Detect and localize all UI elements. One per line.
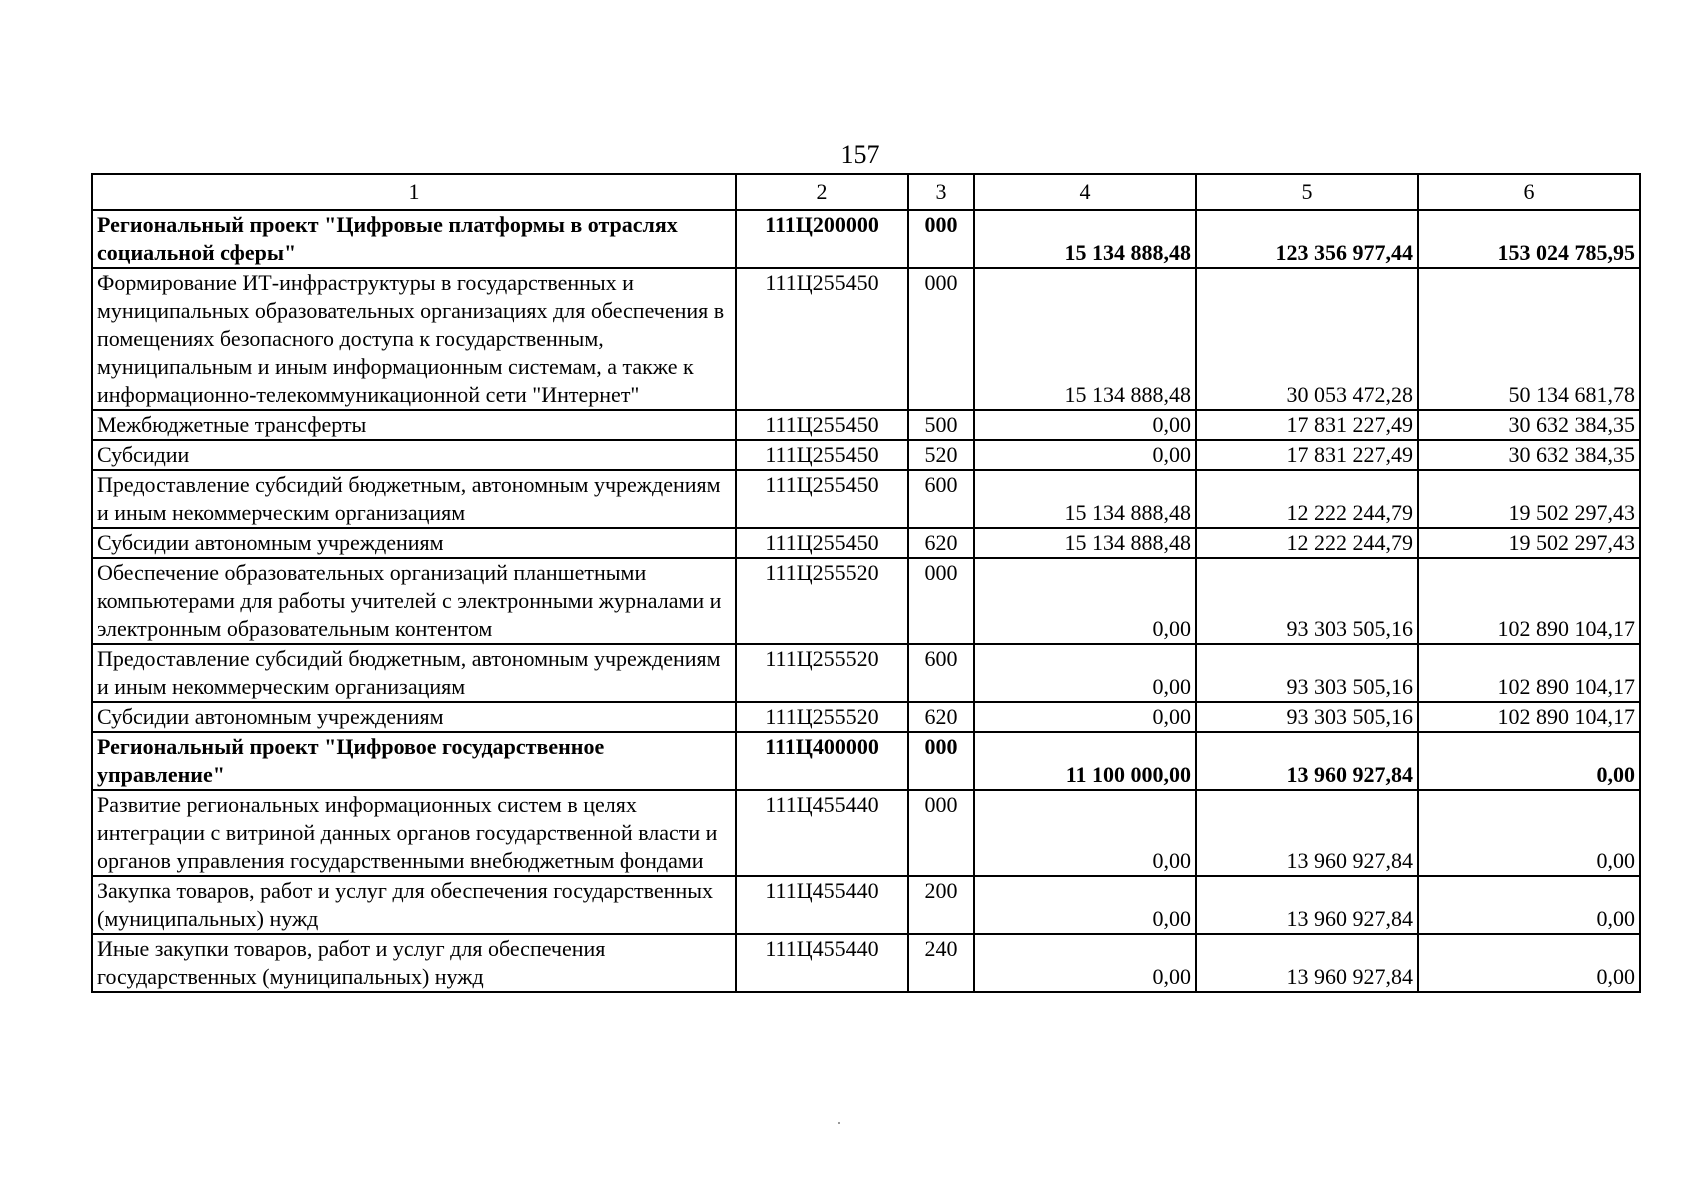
row-value-col6: 0,00 <box>1418 934 1640 992</box>
column-header-row <box>92 174 1640 210</box>
table-row <box>92 470 1640 528</box>
table-row <box>92 410 1640 440</box>
table-row <box>92 790 1640 876</box>
row-value-col5: 17 831 227,49 <box>1196 440 1418 470</box>
row-name-cell: Иные закупки товаров, работ и услуг для обеспечения государственных (муниципальных) нужд <box>92 934 736 992</box>
row-value-col4: 15 134 888,48 <box>974 268 1196 410</box>
row-code-cell: 111Ц255450 <box>736 410 908 440</box>
row-value-col5: 13 960 927,84 <box>1196 934 1418 992</box>
row-value-col6: 30 632 384,35 <box>1418 410 1640 440</box>
row-value-col4: 0,00 <box>974 702 1196 732</box>
row-type-cell: 000 <box>908 790 974 876</box>
row-type-cell: 240 <box>908 934 974 992</box>
budget-table-body <box>92 174 1640 992</box>
row-value-col6: 102 890 104,17 <box>1418 702 1640 732</box>
row-value-col6: 19 502 297,43 <box>1418 470 1640 528</box>
row-type-cell: 200 <box>908 876 974 934</box>
row-code-cell: 111Ц255450 <box>736 440 908 470</box>
row-name-cell: Субсидии <box>92 440 736 470</box>
row-type-cell: 000 <box>908 210 974 268</box>
table-row <box>92 644 1640 702</box>
row-code-cell: 111Ц400000 <box>736 732 908 790</box>
row-value-col6: 0,00 <box>1418 876 1640 934</box>
row-value-col5: 13 960 927,84 <box>1196 732 1418 790</box>
column-header-1: 1 <box>92 174 736 210</box>
row-value-col6: 102 890 104,17 <box>1418 558 1640 644</box>
table-row <box>92 934 1640 992</box>
row-value-col4: 0,00 <box>974 558 1196 644</box>
column-header-4: 4 <box>974 174 1196 210</box>
row-value-col5: 93 303 505,16 <box>1196 558 1418 644</box>
row-value-col5: 12 222 244,79 <box>1196 470 1418 528</box>
row-value-col4: 0,00 <box>974 644 1196 702</box>
table-row <box>92 440 1640 470</box>
row-value-col4: 0,00 <box>974 934 1196 992</box>
row-type-cell: 620 <box>908 702 974 732</box>
row-code-cell: 111Ц255450 <box>736 470 908 528</box>
row-code-cell: 111Ц455440 <box>736 790 908 876</box>
row-value-col6: 153 024 785,95 <box>1418 210 1640 268</box>
scan-speck <box>838 1122 840 1124</box>
row-code-cell: 111Ц255520 <box>736 702 908 732</box>
row-value-col4: 0,00 <box>974 410 1196 440</box>
row-code-cell: 111Ц255520 <box>736 558 908 644</box>
row-value-col6: 0,00 <box>1418 790 1640 876</box>
table-row <box>92 558 1640 644</box>
table-row <box>92 210 1640 268</box>
table-row <box>92 876 1640 934</box>
table-row <box>92 732 1640 790</box>
row-value-col4: 15 134 888,48 <box>974 470 1196 528</box>
row-value-col4: 15 134 888,48 <box>974 528 1196 558</box>
table-row <box>92 702 1640 732</box>
page-number: 157 <box>840 140 880 169</box>
row-code-cell: 111Ц455440 <box>736 934 908 992</box>
row-type-cell: 520 <box>908 440 974 470</box>
column-header-2: 2 <box>736 174 908 210</box>
row-name-cell: Субсидии автономным учреждениям <box>92 702 736 732</box>
row-type-cell: 600 <box>908 644 974 702</box>
row-type-cell: 000 <box>908 732 974 790</box>
row-code-cell: 111Ц455440 <box>736 876 908 934</box>
row-value-col4: 0,00 <box>974 790 1196 876</box>
table-row <box>92 528 1640 558</box>
row-value-col5: 30 053 472,28 <box>1196 268 1418 410</box>
row-name-cell: Формирование ИТ-инфраструктуры в государственных и муниципальных образовательных организациях для обеспечения в помещениях безопасного доступа к государственным, муниципальным и иным информационным системам, а также к информационно-телекоммуникационной сети "Интернет" <box>92 268 736 410</box>
row-type-cell: 000 <box>908 268 974 410</box>
row-code-cell: 111Ц200000 <box>736 210 908 268</box>
row-value-col6: 19 502 297,43 <box>1418 528 1640 558</box>
row-name-cell: Закупка товаров, работ и услуг для обеспечения государственных (муниципальных) нужд <box>92 876 736 934</box>
row-name-cell: Предоставление субсидий бюджетным, автономным учреждениям и иным некоммерческим организациям <box>92 470 736 528</box>
row-value-col4: 0,00 <box>974 876 1196 934</box>
row-value-col5: 93 303 505,16 <box>1196 644 1418 702</box>
row-value-col5: 93 303 505,16 <box>1196 702 1418 732</box>
row-value-col4: 11 100 000,00 <box>974 732 1196 790</box>
row-value-col4: 15 134 888,48 <box>974 210 1196 268</box>
row-value-col6: 50 134 681,78 <box>1418 268 1640 410</box>
row-code-cell: 111Ц255450 <box>736 268 908 410</box>
row-value-col4: 0,00 <box>974 440 1196 470</box>
row-value-col6: 102 890 104,17 <box>1418 644 1640 702</box>
column-header-5: 5 <box>1196 174 1418 210</box>
row-type-cell: 600 <box>908 470 974 528</box>
row-value-col6: 30 632 384,35 <box>1418 440 1640 470</box>
row-name-cell: Региональный проект "Цифровые платформы в отраслях социальной сферы" <box>92 210 736 268</box>
row-value-col5: 17 831 227,49 <box>1196 410 1418 440</box>
row-value-col5: 13 960 927,84 <box>1196 876 1418 934</box>
row-code-cell: 111Ц255450 <box>736 528 908 558</box>
row-value-col6: 0,00 <box>1418 732 1640 790</box>
row-code-cell: 111Ц255520 <box>736 644 908 702</box>
row-name-cell: Субсидии автономным учреждениям <box>92 528 736 558</box>
row-value-col5: 123 356 977,44 <box>1196 210 1418 268</box>
row-name-cell: Обеспечение образовательных организаций планшетными компьютерами для работы учителей с электронными журналами и электронным образовательным контентом <box>92 558 736 644</box>
table-row <box>92 268 1640 410</box>
row-type-cell: 500 <box>908 410 974 440</box>
row-value-col5: 12 222 244,79 <box>1196 528 1418 558</box>
column-header-3: 3 <box>908 174 974 210</box>
budget-table <box>91 173 1641 993</box>
row-type-cell: 000 <box>908 558 974 644</box>
row-value-col5: 13 960 927,84 <box>1196 790 1418 876</box>
row-name-cell: Межбюджетные трансферты <box>92 410 736 440</box>
row-type-cell: 620 <box>908 528 974 558</box>
row-name-cell: Региональный проект "Цифровое государственное управление" <box>92 732 736 790</box>
row-name-cell: Предоставление субсидий бюджетным, автономным учреждениям и иным некоммерческим организациям <box>92 644 736 702</box>
column-header-6: 6 <box>1418 174 1640 210</box>
row-name-cell: Развитие региональных информационных систем в целях интеграции с витриной данных органов государственной власти и органов управления государственными внебюджетным фондами <box>92 790 736 876</box>
